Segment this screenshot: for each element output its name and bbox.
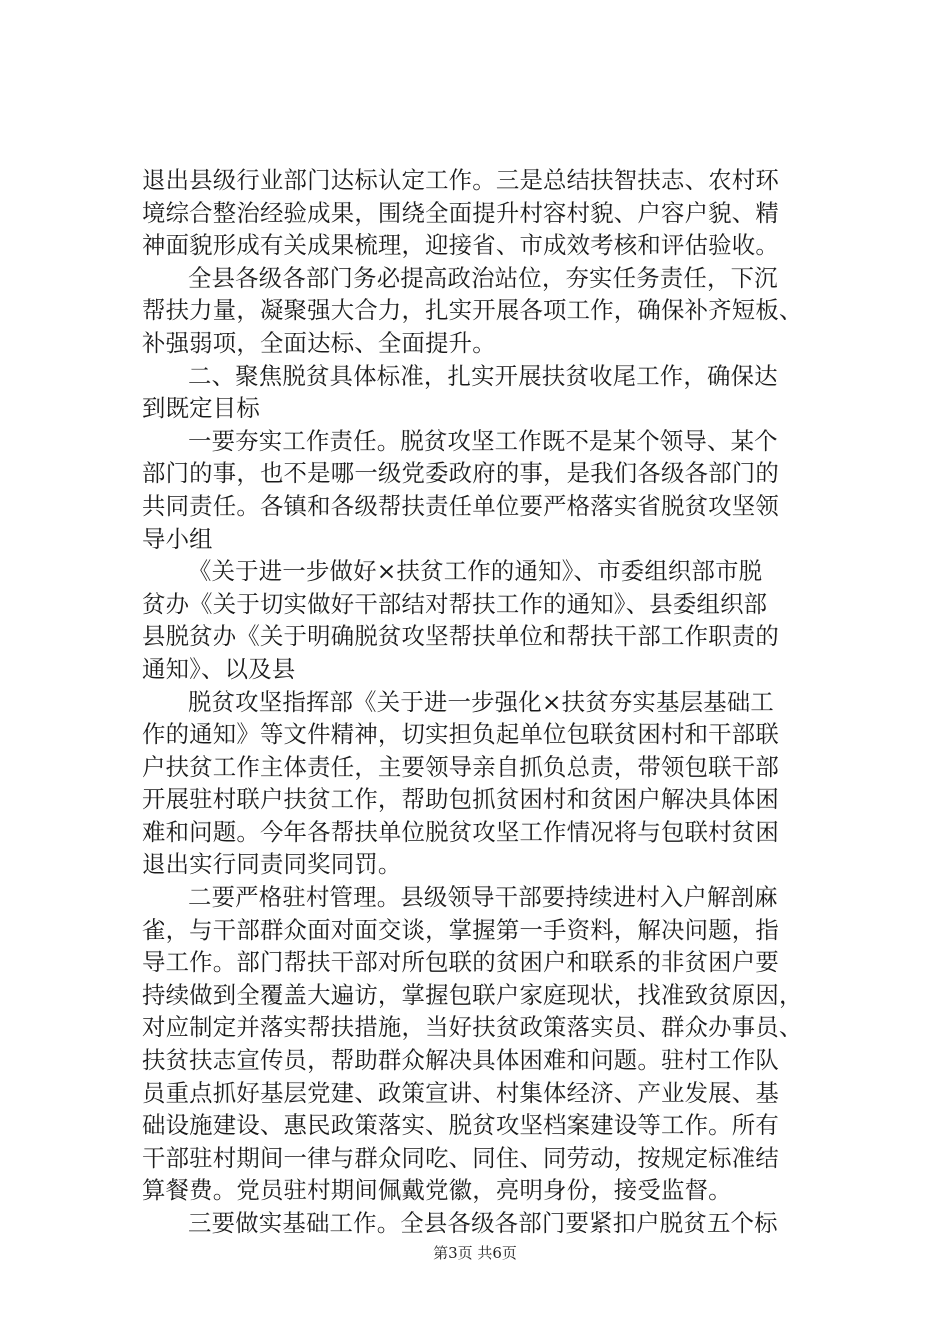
text-line: 三要做实基础工作。全县各级各部门要紧扣户脱贫五个标 [188, 1209, 778, 1237]
text-line: 《关于进一步做好×扶贫工作的通知》、市委组织部市脱 [188, 557, 763, 586]
text-line: 退出实行同责同奖同罚。 [142, 850, 402, 879]
text-line: 脱贫攻坚指挥部《关于进一步强化×扶贫夯实基层基础工 [188, 687, 774, 716]
text-line: 持续做到全覆盖大遍访，掌握包联户家庭现状，找准致贫原因， [142, 980, 803, 1009]
text-line: 县脱贫办《关于明确脱贫攻坚帮扶单位和帮扶干部工作职责的 [142, 622, 779, 651]
text-line: 干部驻村期间一律与群众同吃、同住、同劳动，按规定标准结 [142, 1143, 779, 1172]
text-line: 二、聚焦脱贫具体标准，扎实开展扶贫收尾工作，确保达 [188, 361, 778, 390]
text-line: 境综合整治经验成果，围绕全面提升村容村貌、户容户貌、精 [142, 198, 779, 227]
page-footer: 第3页 共6页 [433, 1244, 517, 1262]
text-line: 难和问题。今年各帮扶单位脱贫攻坚工作情况将与包联村贫困 [142, 817, 779, 846]
text-line: 扶贫扶志宣传员，帮助群众解决具体困难和问题。驻村工作队 [142, 1046, 779, 1075]
text-line: 作的通知》等文件精神，切实担负起单位包联贫困村和干部联 [142, 720, 779, 749]
document-body [142, 164, 832, 1240]
text-line: 算餐费。党员驻村期间佩戴党徽，亮明身份，接受监督。 [142, 1176, 732, 1205]
text-line: 贫办《关于切实做好干部结对帮扶工作的通知》、县委组织部 [142, 589, 768, 618]
text-line: 补强弱项，全面达标、全面提升。 [142, 328, 496, 357]
text-line: 共同责任。各镇和各级帮扶责任单位要严格落实省脱贫攻坚领 [142, 491, 779, 520]
text-line: 开展驻村联户扶贫工作，帮助包抓贫困村和贫困户解决具体困 [142, 785, 779, 814]
text-line: 通知》、以及县 [142, 654, 296, 683]
text-line: 员重点抓好基层党建、政策宣讲、村集体经济、产业发展、基 [142, 1078, 779, 1107]
text-line: 帮扶力量，凝聚强大合力，扎实开展各项工作，确保补齐短板、 [142, 296, 803, 325]
text-line: 一要夯实工作责任。脱贫攻坚工作既不是某个领导、某个 [188, 426, 778, 455]
text-line: 全县各级各部门务必提高政治站位，夯实任务责任，下沉 [188, 263, 778, 292]
text-line: 二要严格驻村管理。县级领导干部要持续进村入户解剖麻 [188, 883, 778, 912]
text-line: 部门的事，也不是哪一级党委政府的事，是我们各级各部门的 [142, 459, 779, 488]
text-line: 导小组 [142, 524, 213, 553]
text-line: 到既定目标 [142, 394, 260, 423]
text-line: 退出县级行业部门达标认定工作。三是总结扶智扶志、农村环 [142, 166, 779, 194]
text-line: 神面貌形成有关成果梳理，迎接省、市成效考核和评估验收。 [142, 231, 779, 260]
text-line: 础设施建设、惠民政策落实、脱贫攻坚档案建设等工作。所有 [142, 1111, 779, 1140]
text-line: 户扶贫工作主体责任，主要领导亲自抓负总责，带领包联干部 [142, 752, 779, 781]
text-line: 对应制定并落实帮扶措施，当好扶贫政策落实员、群众办事员、 [142, 1013, 803, 1042]
text-line: 雀，与干部群众面对面交谈，掌握第一手资料，解决问题，指 [142, 915, 779, 944]
text-line: 导工作。部门帮扶干部对所包联的贫困户和联系的非贫困户要 [142, 948, 779, 977]
